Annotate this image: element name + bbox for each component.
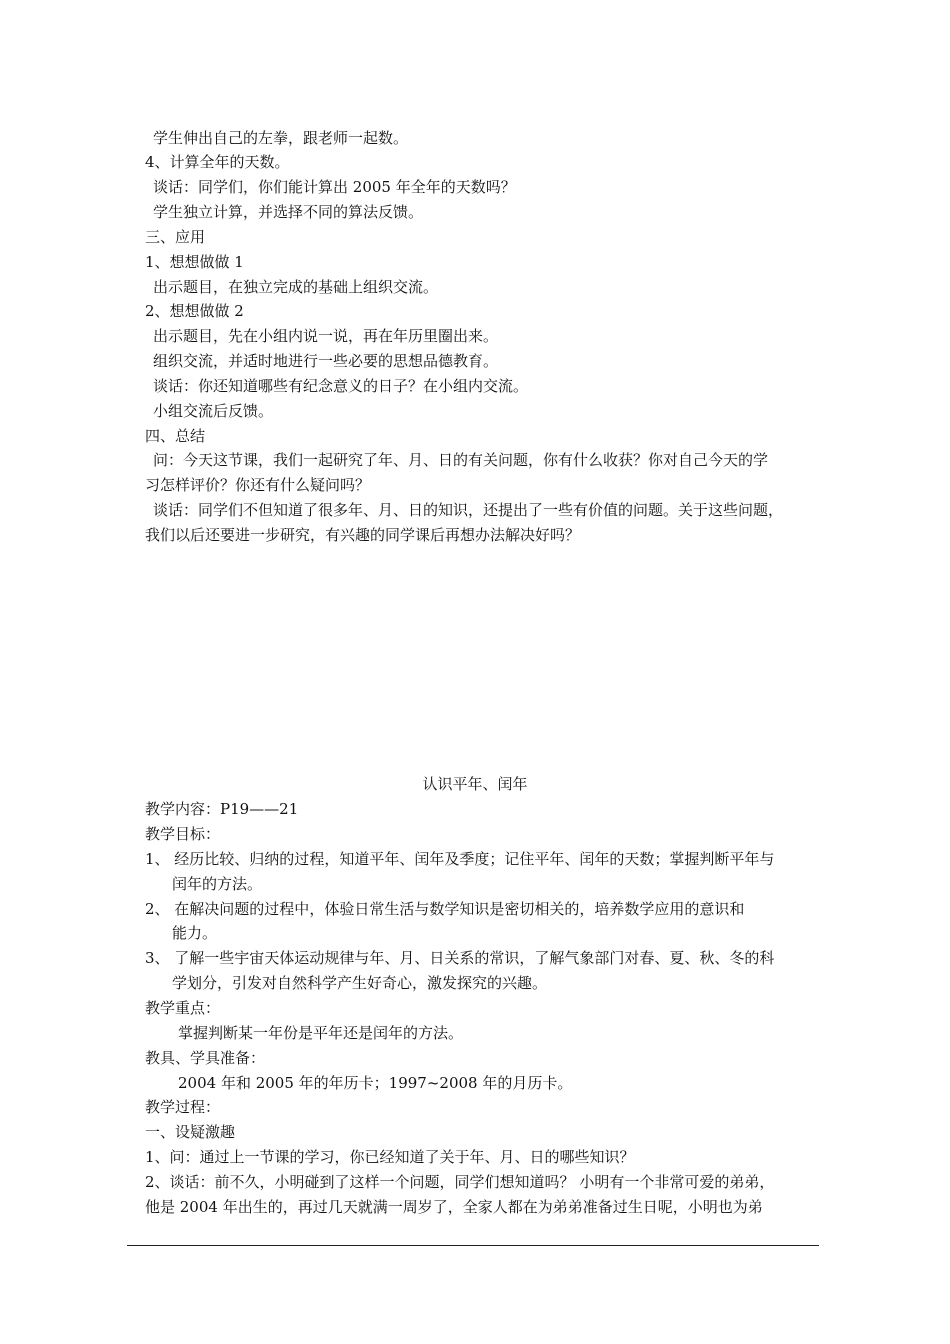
list-item: 1、 经历比较、归纳的过程，知道平年、闰年及季度；记住平年、闰年的天数；掌握判断平年与 — [145, 850, 775, 868]
text-line: 他是 2004 年出生的，再过几天就满一周岁了，全家人都在为弟弟准备过生日呢，小明也为弟 — [145, 1198, 763, 1216]
text-line: 出示题目，在独立完成的基础上组织交流。 — [153, 278, 439, 296]
text-line: 小组交流后反馈。 — [153, 402, 274, 420]
section-heading: 四、总结 — [145, 427, 206, 445]
text-line: 我们以后还要进一步研究，有兴趣的同学课后再想办法解决好吗？ — [145, 526, 581, 544]
text-line: 2、谈话：前不久，小明碰到了这样一个问题，同学们想知道吗？ 小明有一个非常可爱的弟弟， — [145, 1173, 775, 1191]
text-line: 组织交流，并适时地进行一些必要的思想品德教育。 — [153, 352, 499, 370]
text-line: 教学目标： — [145, 825, 221, 843]
text-line: 2004 年和 2005 年的年历卡；1997~2008 年的月历卡。 — [178, 1074, 573, 1092]
footer-rule — [127, 1245, 819, 1246]
text-line: 4、计算全年的天数。 — [145, 153, 290, 171]
list-item-cont: 闰年的方法。 — [172, 875, 263, 893]
list-item: 3、 了解一些宇宙天体运动规律与年、月、日关系的常识，了解气象部门对春、夏、秋、冬的科 — [145, 949, 775, 967]
text-line: 谈话：同学们，你们能计算出 2005 年全年的天数吗？ — [153, 178, 516, 196]
list-item-cont: 学划分，引发对自然科学产生好奇心，激发探究的兴趣。 — [172, 974, 548, 992]
text-line: 教学重点： — [145, 999, 221, 1017]
text-line: 1、想想做做 1 — [145, 253, 244, 271]
text-line: 谈话：你还知道哪些有纪念意义的日子？在小组内交流。 — [153, 377, 529, 395]
text-line: 教学过程： — [145, 1098, 221, 1116]
lesson-title: 认识平年、闰年 — [422, 775, 528, 793]
text-line: 学生独立计算，并选择不同的算法反馈。 — [153, 203, 424, 221]
text-line: 教具、学具准备： — [145, 1049, 266, 1067]
text-line: 问：今天这节课，我们一起研究了年、月、日的有关问题，你有什么收获？你对自己今天的学 — [153, 451, 769, 469]
text-line: 习怎样评价？你还有什么疑问吗？ — [145, 476, 371, 494]
text-line: 教学内容：P19——21 — [145, 800, 299, 818]
section-heading: 一、设疑激趣 — [145, 1123, 236, 1141]
text-line: 学生伸出自己的左拳，跟老师一起数。 — [153, 129, 409, 147]
list-item: 2、 在解决问题的过程中，体验日常生活与数学知识是密切相关的，培养数学应用的意识和 — [145, 900, 745, 918]
text-line: 谈话：同学们不但知道了很多年、月、日的知识，还提出了一些有价值的问题。关于这些问题， — [153, 501, 784, 519]
text-line: 2、想想做做 2 — [145, 302, 244, 320]
list-item-cont: 能力。 — [172, 924, 218, 942]
text-line: 出示题目，先在小组内说一说，再在年历里圈出来。 — [153, 327, 499, 345]
text-line: 掌握判断某一年份是平年还是闰年的方法。 — [178, 1024, 464, 1042]
text-line: 1、问：通过上一节课的学习，你已经知道了关于年、月、日的哪些知识？ — [145, 1148, 635, 1166]
section-heading: 三、应用 — [145, 228, 206, 246]
